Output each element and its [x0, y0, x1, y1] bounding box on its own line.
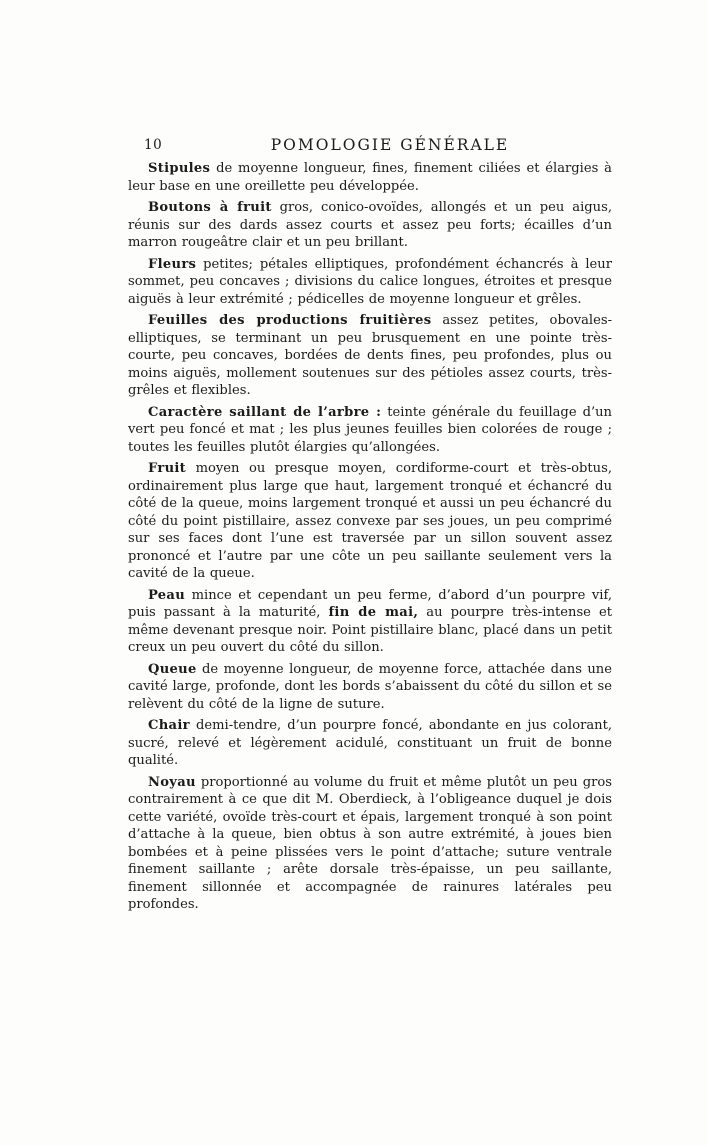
paragraph-lead: Caractère saillant de l’arbre : [148, 404, 382, 420]
paragraph-text: de moyenne longueur, fines, finement ciliées et élargies à leur base en une oreillette peu développée. [128, 161, 612, 194]
paragraph-text: mince et cependant un peu ferme, d’abord d’un pourpre vif, puis passant à la maturité, [128, 587, 612, 620]
paragraph-text: proportionné au volume du fruit et même plutôt un peu gros contrairement à ce que dit M. Oberdieck, à l’obligeance duquel je dois cette variété, ovoïde très-court et épais, largement tronqué à son point d’attache à la queue, bien obtus à son autre extrémité, à joues bien bombées et à peine plissées vers le point d’attache; suture ventrale finement saillante ; arête dorsale très-épaisse, un peu saillante, finement sillonnée et accompagnée de rainures latérales peu profondes. [128, 774, 612, 912]
paragraph-text: teinte générale du feuillage d’un vert peu foncé et mat ; les plus jeunes feuilles bien colorées de rouge ; toutes les feuilles plutôt élargies qu’allongées. [128, 404, 612, 455]
paragraph-lead: fin de mai, [328, 605, 419, 620]
paragraph-text: assez petites, obovales-elliptiques, se terminant un peu brusquement en une pointe très-courte, peu concaves, bordées de dents fines, peu profondes, plus ou moins aiguës, mollement soutenues sur des pétioles assez courts, très-grêles et flexibles. [128, 313, 612, 398]
paragraph-lead: Fruit [148, 461, 187, 476]
paragraph [128, 587, 612, 657]
paragraph-lead: Noyau [148, 774, 196, 790]
paragraph-text: au pourpre très-intense et même devenant presque noir. Point pistillaire blanc, placé dans un petit creux un peu ouvert du côté du sillon. [128, 605, 612, 655]
paragraph [128, 404, 612, 457]
paragraph [128, 256, 612, 309]
paragraph-lead: Stipules [148, 161, 211, 176]
paragraph [128, 312, 612, 400]
paragraph-text: de moyenne longueur, de moyenne force, attachée dans une cavité large, profonde, dont les bords s’abaissent du côté du sillon et se relèvent du côté de la ligne de suture. [128, 661, 612, 712]
paragraph-lead: Boutons à fruit [148, 200, 272, 215]
paragraph [128, 460, 612, 583]
paragraph-text: gros, conico-ovoïdes, allongés et un peu aigus, réunis sur des dards assez courts et assez peu forts; écailles d’un marron rougeâtre clair et un peu brillant. [128, 200, 612, 250]
paragraph [128, 199, 612, 252]
paragraph [128, 717, 612, 770]
paragraph [128, 774, 612, 914]
paragraph-lead: Chair [148, 718, 190, 733]
running-title: POMOLOGIE GÉNÉRALE [270, 136, 510, 154]
paragraph [128, 160, 612, 195]
paragraph-text: petites; pétales elliptiques, profondément échancrés à leur sommet, peu concaves ; divisions du calice longues, étroites et presque aiguës à leur extrémité ; pédicelles de moyenne longueur et grêles. [128, 256, 612, 307]
paragraph-lead: Peau [148, 587, 186, 603]
paragraph-lead: Fleurs [148, 256, 197, 272]
paragraph-lead: Feuilles des productions fruitières [148, 313, 432, 328]
page-header [128, 136, 612, 156]
page-body [128, 160, 612, 914]
paragraph-text: moyen ou presque moyen, cordiforme-court et très-obtus, ordinairement plus large que haut, largement tronqué et échancré du côté de la queue, moins largement tronqué et aussi un peu échancré du côté du point pistillaire, assez convexe par ses joues, un peu comprimé sur ses faces dont l’une est traversée par un sillon souvent assez prononcé et l’autre par une côte un peu saillante seulement vers la cavité de la queue. [128, 461, 612, 581]
page-number: 10 [144, 137, 163, 153]
paragraph-text: demi-tendre, d’un pourpre foncé, abondante en jus colorant, sucré, relevé et légèrement acidulé, constituant un fruit de bonne qualité. [128, 718, 612, 768]
paragraph [128, 661, 612, 714]
paragraph-lead: Queue [148, 661, 197, 677]
